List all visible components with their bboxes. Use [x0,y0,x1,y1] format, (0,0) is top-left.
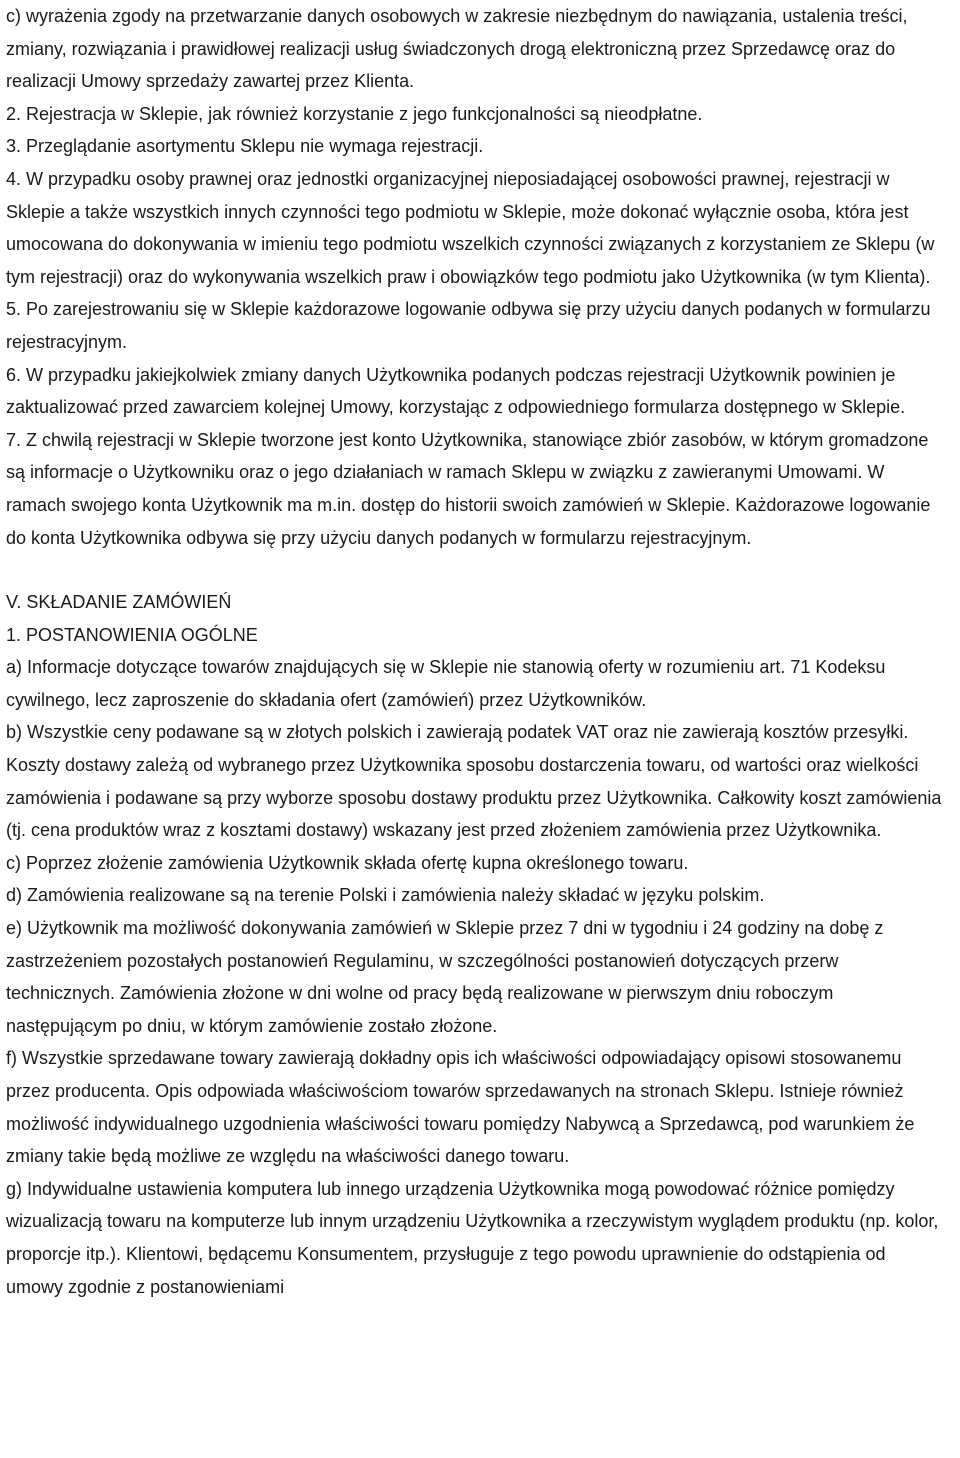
list-item-g: g) Indywidualne ustawienia komputera lub innego urządzenia Użytkownika mogą powodować różnice pomiędzy wizualizacją towaru na komputerze lub innym urządzeniu Użytkownika a rzeczywistym wyglądem produktu (np. kolor, proporcje itp.). Klientowi, będącemu Konsumentem, przysługuje z tego powodu uprawnienie do odstąpienia od umowy zgodnie z postanowieniami [6,1178,939,1297]
section-heading: V. SKŁADANIE ZAMÓWIEŃ [6,592,232,613]
paragraph-3: 3. Przeglądanie asortymentu Sklepu nie wymaga rejestracji. [6,136,484,157]
section-spacer [6,554,946,586]
paragraph-5: 5. Po zarejestrowaniu się w Sklepie każdorazowe logowanie odbywa się przy użyciu danych podanych w formularzu rejestracyjnym. [6,299,931,352]
list-item-b: b) Wszystkie ceny podawane są w złotych polskich i zawierają podatek VAT oraz nie zawierają kosztów przesyłki. Koszty dostawy zależą od wybranego przez Użytkownika sposobu dostarczenia towaru, od wartości oraz wielkości zamówienia i podawane są przy wyborze sposobu dostawy produktu przez Użytkownika. Całkowity koszt zamówienia (tj. cena produktów wraz z kosztami dostawy) wskazany jest przed złożeniem zamówienia przez Użytkownika. [6,722,942,841]
list-item-a: a) Informacje dotyczące towarów znajdujących się w Sklepie nie stanowią oferty w rozumieniu art. 71 Kodeksu cywilnego, lecz zaproszenie do składania ofert (zamówień) przez Użytkowników. [6,657,886,710]
paragraph-7: 7. Z chwilą rejestracji w Sklepie tworzone jest konto Użytkownika, stanowiące zbiór zasobów, w którym gromadzone są informacje o Użytkowniku oraz o jego działaniach w ramach Sklepu w związku z zawieranymi Umowami. W ramach swojego konta Użytkownik ma m.in. dostęp do historii swoich zamówień w Sklepie. Każdorazowe logowanie do konta Użytkownika odbywa się przy użyciu danych podanych w formularzu rejestracyjnym. [6,429,931,548]
list-item-d: d) Zamówienia realizowane są na terenie Polski i zamówienia należy składać w języku polskim. [6,885,765,906]
paragraph-2: 2. Rejestracja w Sklepie, jak również korzystanie z jego funkcjonalności są nieodpłatne. [6,103,703,124]
paragraph-consent-c: c) wyrażenia zgody na przetwarzanie danych osobowych w zakresie niezbędnym do nawiązania, ustalenia treści, zmiany, rozwiązania i prawidłowej realizacji usług świadczonych drogą elektroniczną przez Sprzedawcę oraz do realizacji Umowy sprzedaży zawartej przez Klienta. [6,6,908,92]
paragraph-6: 6. W przypadku jakiejkolwiek zmiany danych Użytkownika podanych podczas rejestracji Użytkownik powinien je zaktualizować przed zawarciem kolejnej Umowy, korzystając z odpowiedniego formularza dostępnego w Sklepie. [6,364,906,418]
subsection-heading: 1. POSTANOWIENIA OGÓLNE [6,624,258,645]
list-item-e: e) Użytkownik ma możliwość dokonywania zamówień w Sklepie przez 7 dni w tygodniu i 24 godziny na dobę z zastrzeżeniem pozostałych postanowień Regulaminu, w szczególności postanowień dotyczących przerw technicznych. Zamówienia złożone w dni wolne od pracy będą realizowane w pierwszym dniu roboczym następującym po dniu, w którym zamówienie zostało złożone. [6,918,884,1036]
list-item-c: c) Poprzez złożenie zamówienia Użytkownik składa ofertę kupna określonego towaru. [6,852,689,873]
list-item-f: f) Wszystkie sprzedawane towary zawierają dokładny opis ich właściwości odpowiadający opisowi stosowanemu przez producenta. Opis odpowiada właściwościom towarów sprzedawanych na stronach Sklepu. Istnieje również możliwość indywidualnego uzgodnienia właściwości towaru pomiędzy Nabywcą a Sprzedawcą, pod warunkiem że zmiany takie będą możliwe ze względu na właściwości danego towaru. [6,1048,915,1167]
paragraph-4: 4. W przypadku osoby prawnej oraz jednostki organizacyjnej nieposiadającej osobowości prawnej, rejestracji w Sklepie a także wszystkich innych czynności tego podmiotu w Sklepie, może dokonać wyłącznie osoba, która jest umocowana do dokonywania w imieniu tego podmiotu wszelkich czynności związanych z korzystaniem ze Sklepu (w tym rejestracji) oraz do wykonywania wszelkich praw i obowiązków tego podmiotu jako Użytkownika (w tym Klienta). [6,168,935,287]
